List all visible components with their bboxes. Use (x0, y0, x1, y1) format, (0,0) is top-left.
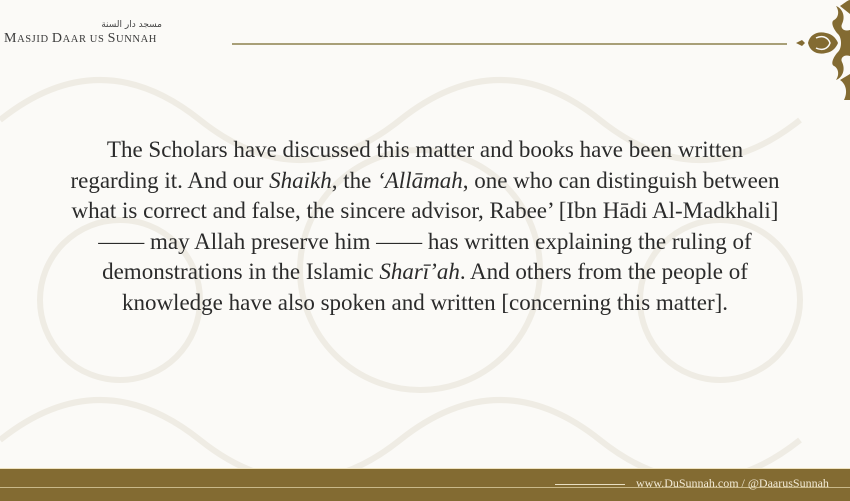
logo-english: MASJID DAAR US SUNNAH (4, 31, 157, 46)
footer-website-handle: www.DuSunnah.com / @DaarusSunnah (636, 476, 829, 490)
quote-text: The Scholars have discussed this matter and books have been written regarding it. And our Shaikh, the ‘Allāmah, one who can distinguish between what is correct and false, the sincere advisor, Rabee’ [Ibn Hādi Al-Madkhali]—— may Allah preserve him —— has written explaining the ruling of demonstrations in the Islamic Sharī’ah. And others from the people of knowledge have also spoken and written [concerning this matter]. (70, 137, 780, 315)
ornament-icon (796, 0, 850, 100)
logo (4, 20, 180, 48)
header-divider (232, 43, 787, 45)
footer-rule (555, 484, 625, 485)
logo-arabic: مسجد دار السنة (101, 20, 162, 30)
